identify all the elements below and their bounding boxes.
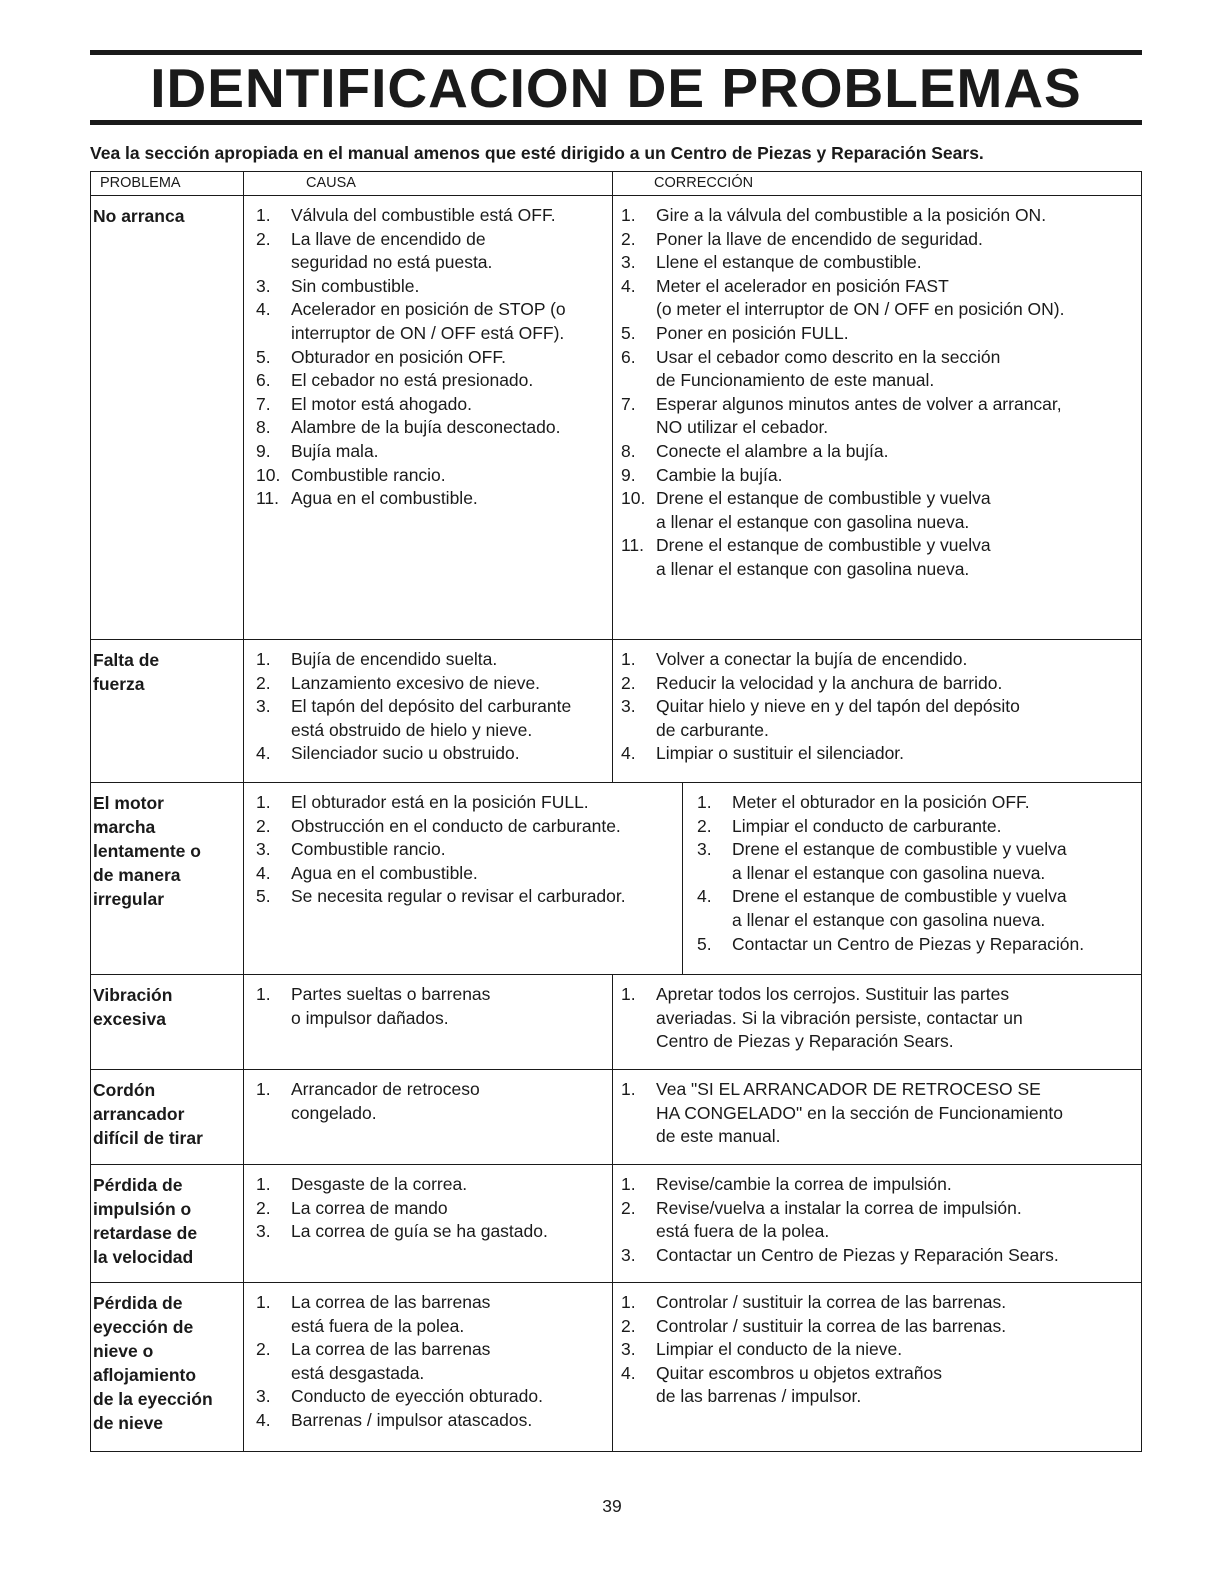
cause-cell (244, 640, 613, 782)
cause-text: Obturador en posición OFF. (291, 346, 506, 367)
correction-item (621, 393, 1135, 440)
cause-text: Agua en el combustible. (291, 862, 478, 883)
table-row (91, 640, 1141, 783)
cause-number: 7. (256, 393, 271, 414)
table-row (91, 1070, 1141, 1165)
cause-cell (244, 196, 613, 639)
cause-item (256, 416, 606, 440)
cause-number: 1. (256, 984, 271, 1004)
problem-cell: Cordón arrancador difícil de tirar (91, 1070, 244, 1164)
correction-number: 9. (621, 464, 636, 485)
cause-item (256, 1385, 606, 1409)
cause-cell (244, 975, 613, 1069)
cause-item (256, 1078, 606, 1125)
cause-item (256, 204, 606, 228)
correction-text: Controlar / sustituir la correa de las barrenas. (656, 1315, 1007, 1336)
problem-cell: Falta de fuerza (91, 640, 244, 782)
cause-item (256, 1173, 606, 1197)
cause-item (256, 1220, 606, 1244)
cause-cell (244, 783, 683, 974)
correction-text: Usar el cebador como descrito en la sección de Funcionamiento de este manual. (656, 346, 1001, 391)
cause-number: 3. (256, 1386, 271, 1407)
correction-item (621, 346, 1135, 393)
column-header-correction: CORRECCIÓN (654, 175, 754, 191)
cause-item (256, 885, 676, 909)
cause-text: Combustible rancio. (291, 839, 446, 860)
cause-text: Obstrucción en el conducto de carburante. (291, 815, 621, 836)
cause-number: 1. (256, 205, 271, 225)
correction-number: 2. (621, 1197, 636, 1218)
correction-item (621, 1362, 1135, 1409)
correction-text: Revise/vuelva a instalar la correa de impulsión. está fuera de la polea. (656, 1197, 1022, 1242)
problem-cell: Pérdida de eyección de nieve o aflojamiento de la eyección de nieve (91, 1283, 244, 1451)
correction-number: 1. (621, 1174, 636, 1194)
cause-text: Se necesita regular o revisar el carburador. (291, 886, 626, 907)
cause-number: 1. (256, 1174, 271, 1194)
cause-item (256, 862, 676, 886)
cause-text: Lanzamiento excesivo de nieve. (291, 672, 541, 693)
cause-number: 2. (256, 1197, 271, 1218)
cause-text: Bujía mala. (291, 440, 379, 461)
correction-text: Vea "SI EL ARRANCADOR DE RETROCESO SE HA CONGELADO" en la sección de Funcionamiento de este manual. (656, 1079, 1063, 1147)
correction-text: Limpiar o sustituir el silenciador. (656, 743, 905, 764)
cause-item (256, 393, 606, 417)
correction-number: 2. (621, 228, 636, 249)
cause-item (256, 228, 606, 275)
cause-item (256, 983, 606, 1030)
cause-number: 5. (256, 886, 271, 907)
correction-text: Limpiar el conducto de la nieve. (656, 1339, 903, 1360)
correction-item (697, 885, 1135, 932)
correction-number: 3. (621, 696, 636, 717)
cause-text: La llave de encendido de seguridad no está puesta. (291, 228, 493, 273)
cause-text: El tapón del depósito del carburante está obstruido de hielo y nieve. (291, 696, 572, 740)
cause-item (256, 672, 606, 696)
correction-item (621, 1078, 1135, 1149)
problem-cell: Vibración excesiva (91, 975, 244, 1069)
correction-text: Meter el acelerador en posición FAST (o meter el interruptor de ON / OFF en posición ON). (656, 275, 1065, 320)
cause-number: 9. (256, 440, 271, 461)
correction-cell (613, 196, 1141, 639)
cause-number: 10. (256, 464, 281, 485)
cause-number: 4. (256, 743, 271, 764)
cause-text: La correa de las barrenas está fuera de la polea. (291, 1292, 491, 1336)
cause-text: Sin combustible. (291, 275, 420, 296)
correction-item (621, 695, 1135, 742)
correction-number: 4. (621, 275, 636, 296)
cause-text: Bujía de encendido suelta. (291, 649, 498, 669)
page-title: IDENTIFICACION DE PROBLEMAS (150, 57, 1082, 119)
correction-text: Llene el estanque de combustible. (656, 252, 922, 273)
table-body (91, 196, 1141, 1451)
cause-text: Conducto de eyección obturado. (291, 1386, 543, 1407)
cause-cell (244, 1070, 613, 1164)
problem-cell: El motor marcha lentamente o de manera irregular (91, 783, 244, 974)
correction-number: 3. (621, 252, 636, 273)
cause-number: 4. (256, 299, 271, 320)
cause-item (256, 464, 606, 488)
troubleshooting-table (90, 171, 1142, 1452)
correction-item (621, 464, 1135, 488)
correction-text: Apretar todos los cerrojos. Sustituir las partes averiadas. Si la vibración persiste, contactar un Centro de Piezas y Reparación Sears. (656, 984, 1023, 1052)
correction-number: 3. (621, 1339, 636, 1360)
cause-item (256, 369, 606, 393)
cause-text: La correa de las barrenas está desgastada. (291, 1339, 491, 1383)
cause-item (256, 1291, 606, 1338)
cause-number: 3. (256, 275, 271, 296)
cause-item (256, 275, 606, 299)
cause-number: 1. (256, 1079, 271, 1099)
cause-item (256, 648, 606, 672)
correction-number: 2. (621, 1315, 636, 1336)
cause-text: Desgaste de la correa. (291, 1174, 468, 1194)
correction-item (697, 933, 1135, 957)
cause-text: Silenciador sucio u obstruido. (291, 743, 520, 764)
correction-item (621, 534, 1135, 581)
correction-text: Drene el estanque de combustible y vuelva a llenar el estanque con gasolina nueva. (656, 488, 991, 532)
correction-text: Cambie la bujía. (656, 464, 783, 485)
cause-item (256, 815, 676, 839)
correction-item (621, 1338, 1135, 1362)
correction-text: Meter el obturador en la posición OFF. (732, 792, 1030, 812)
correction-cell (613, 640, 1141, 782)
correction-text: Contactar un Centro de Piezas y Reparación. (732, 933, 1085, 954)
correction-number: 1. (621, 1079, 636, 1099)
correction-item (621, 648, 1135, 672)
cause-item (256, 742, 606, 766)
correction-text: Quitar escombros u objetos extraños de las barrenas / impulsor. (656, 1362, 942, 1407)
correction-number: 7. (621, 393, 636, 414)
correction-text: Reducir la velocidad y la anchura de barrido. (656, 672, 1003, 693)
cause-item (256, 695, 606, 742)
correction-item (621, 251, 1135, 275)
correction-text: Drene el estanque de combustible y vuelva a llenar el estanque con gasolina nueva. (732, 839, 1067, 883)
correction-item (621, 1291, 1135, 1315)
correction-text: Conecte el alambre a la bujía. (656, 440, 889, 461)
correction-number: 4. (697, 886, 712, 907)
column-header-problem: PROBLEMA (91, 172, 244, 195)
cause-item (256, 440, 606, 464)
correction-item (621, 275, 1135, 322)
cause-item (256, 1338, 606, 1385)
cause-text: Alambre de la bujía desconectado. (291, 417, 561, 438)
table-row (91, 196, 1141, 640)
table-row (91, 1283, 1141, 1451)
correction-item (621, 440, 1135, 464)
problem-cell: Pérdida de impulsión o retardase de la velocidad (91, 1165, 244, 1282)
correction-item (621, 742, 1135, 766)
cause-number: 2. (256, 228, 271, 249)
correction-text: Contactar un Centro de Piezas y Reparación Sears. (656, 1244, 1059, 1265)
cause-item (256, 487, 606, 511)
correction-cell (613, 1070, 1141, 1164)
cause-text: Válvula del combustible está OFF. (291, 205, 556, 225)
correction-number: 5. (697, 933, 712, 954)
cause-number: 6. (256, 370, 271, 391)
correction-text: Limpiar el conducto de carburante. (732, 815, 1002, 836)
correction-number: 1. (621, 1292, 636, 1312)
correction-item (697, 791, 1135, 815)
correction-item (697, 838, 1135, 885)
cause-item (256, 1409, 606, 1433)
correction-item (621, 672, 1135, 696)
correction-number: 4. (621, 743, 636, 764)
correction-item (621, 322, 1135, 346)
correction-text: Quitar hielo y nieve en y del tapón del depósito de carburante. (656, 696, 1020, 740)
cause-text: Acelerador en posición de STOP (o interruptor de ON / OFF está OFF). (291, 299, 566, 343)
table-row (91, 783, 1141, 975)
correction-text: Volver a conectar la bujía de encendido. (656, 649, 968, 669)
page-number: 39 (602, 1496, 622, 1516)
cause-number: 1. (256, 649, 271, 669)
cause-text: El obturador está en la posición FULL. (291, 792, 589, 812)
cause-number: 3. (256, 696, 271, 717)
correction-number: 3. (621, 1244, 636, 1265)
correction-number: 1. (621, 649, 636, 669)
correction-number: 1. (621, 205, 636, 225)
correction-item (621, 204, 1135, 228)
correction-item (621, 1315, 1135, 1339)
correction-number: 4. (621, 1362, 636, 1383)
cause-text: Combustible rancio. (291, 464, 446, 485)
correction-number: 5. (621, 322, 636, 343)
cause-number: 4. (256, 862, 271, 883)
correction-item (621, 228, 1135, 252)
cause-number: 5. (256, 346, 271, 367)
correction-number: 10. (621, 488, 646, 509)
correction-item (697, 815, 1135, 839)
table-header (91, 172, 1141, 196)
cause-number: 11. (256, 488, 280, 509)
correction-text: Controlar / sustituir la correa de las barrenas. (656, 1292, 1007, 1312)
correction-number: 1. (621, 984, 636, 1004)
cause-number: 3. (256, 839, 271, 860)
correction-number: 11. (621, 535, 645, 556)
cause-number: 2. (256, 1339, 271, 1360)
cause-item (256, 1197, 606, 1221)
correction-cell (613, 1283, 1141, 1451)
cause-text: Arrancador de retroceso congelado. (291, 1079, 480, 1123)
cause-text: Agua en el combustible. (291, 488, 478, 509)
title-underline-rule (90, 120, 1142, 125)
cause-number: 3. (256, 1221, 271, 1242)
correction-number: 6. (621, 346, 636, 367)
correction-text: Esperar algunos minutos antes de volver a arrancar, NO utilizar el cebador. (656, 393, 1062, 438)
correction-item (621, 983, 1135, 1054)
table-row (91, 975, 1141, 1070)
table-row (91, 1165, 1141, 1283)
correction-number: 8. (621, 440, 636, 461)
top-rule (90, 50, 1142, 55)
cause-number: 4. (256, 1409, 271, 1430)
cause-number: 2. (256, 815, 271, 836)
correction-cell (613, 1165, 1141, 1282)
correction-cell (613, 975, 1141, 1069)
cause-cell (244, 1165, 613, 1282)
correction-number: 2. (697, 815, 712, 836)
correction-text: Revise/cambie la correa de impulsión. (656, 1174, 952, 1194)
cause-item (256, 791, 676, 815)
correction-text: Drene el estanque de combustible y vuelva a llenar el estanque con gasolina nueva. (732, 886, 1067, 930)
cause-text: El motor está ahogado. (291, 393, 472, 414)
cause-item (256, 346, 606, 370)
cause-number: 2. (256, 672, 271, 693)
correction-number: 1. (697, 792, 712, 812)
cause-number: 1. (256, 792, 271, 812)
problem-cell: No arranca (91, 196, 244, 639)
correction-item (621, 487, 1135, 534)
cause-item (256, 838, 676, 862)
correction-item (621, 1244, 1135, 1268)
correction-text: Poner la llave de encendido de seguridad. (656, 228, 983, 249)
cause-cell (244, 1283, 613, 1451)
correction-item (621, 1197, 1135, 1244)
cause-number: 1. (256, 1292, 271, 1312)
column-header-cause: CAUSA (244, 172, 613, 195)
cause-text: Barrenas / impulsor atascados. (291, 1409, 533, 1430)
cause-number: 8. (256, 417, 271, 438)
correction-number: 3. (697, 839, 712, 860)
cause-text: La correa de mando (291, 1197, 448, 1218)
correction-item (621, 1173, 1135, 1197)
correction-text: Gire a la válvula del combustible a la posición ON. (656, 205, 1047, 225)
correction-number: 2. (621, 672, 636, 693)
correction-text: Poner en posición FULL. (656, 322, 849, 343)
correction-text: Drene el estanque de combustible y vuelva a llenar el estanque con gasolina nueva. (656, 535, 991, 579)
cause-text: El cebador no está presionado. (291, 370, 534, 391)
page-subtitle: Vea la sección apropiada en el manual amenos que esté dirigido a un Centro de Piezas y Reparación Sears. (90, 143, 984, 163)
cause-text: Partes sueltas o barrenas o impulsor dañados. (291, 984, 491, 1028)
cause-text: La correa de guía se ha gastado. (291, 1221, 548, 1242)
cause-item (256, 298, 606, 345)
correction-cell (683, 783, 1141, 974)
